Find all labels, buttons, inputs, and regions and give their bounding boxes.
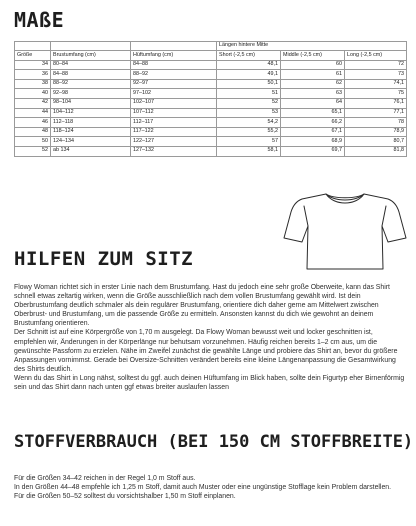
- column-header: Long (-2,5 cm): [345, 51, 407, 61]
- table-cell: 57: [217, 137, 281, 147]
- table-cell: 46: [15, 118, 51, 128]
- table-cell: 80,7: [345, 137, 407, 147]
- table-row: [15, 127, 407, 137]
- table-cell: 48,1: [217, 60, 281, 70]
- table-cell: 38: [15, 79, 51, 89]
- table-row: [15, 146, 407, 156]
- table-cell: 69,7: [281, 146, 345, 156]
- column-header: Hüftumfang (cm): [131, 51, 217, 61]
- table-cell: 73: [345, 70, 407, 80]
- shirt-sketch: [282, 190, 408, 272]
- table-super-header-row: [15, 42, 407, 51]
- table-cell: 58,1: [217, 146, 281, 156]
- table-cell: 118–124: [51, 127, 131, 137]
- table-cell: 92–97: [131, 79, 217, 89]
- table-cell: 67,1: [281, 127, 345, 137]
- table-cell: ab 134: [51, 146, 131, 156]
- table-cell: 112–117: [131, 118, 217, 128]
- table-cell: 98–104: [51, 98, 131, 108]
- table-cell: 55,2: [217, 127, 281, 137]
- table-row: [15, 60, 407, 70]
- table-cell: 63: [281, 89, 345, 99]
- table-cell: 84–88: [51, 70, 131, 80]
- table-row: [15, 98, 407, 108]
- paragraph: Wenn du das Shirt in Long nähst, solltest du ggf. auch deinen Hüftumfang im Blick haben, sollte dein Figurtyp eher Birnenförmig sein und das Shirt dann nach unten ggf etwas breiter auslaufen lassen: [14, 374, 405, 392]
- table-cell: 88–92: [131, 70, 217, 80]
- table-cell: 107–112: [131, 108, 217, 118]
- table-cell: 102–107: [131, 98, 217, 108]
- length-super-header: Längen hintere Mitte: [217, 42, 407, 51]
- table-row: [15, 89, 407, 99]
- table-cell: 97–102: [131, 89, 217, 99]
- table-cell: 44: [15, 108, 51, 118]
- table-cell: 52: [15, 146, 51, 156]
- table-row: [15, 70, 407, 80]
- table-cell: 88–92: [51, 79, 131, 89]
- table-cell: 65,1: [281, 108, 345, 118]
- table-cell: 104–112: [51, 108, 131, 118]
- table-cell: 50: [15, 137, 51, 147]
- table-cell: 81,8: [345, 146, 407, 156]
- table-cell: 50,1: [217, 79, 281, 89]
- fit-help-text: [14, 283, 406, 392]
- table-cell: 34: [15, 60, 51, 70]
- table-row: [15, 137, 407, 147]
- table-cell: 78: [345, 118, 407, 128]
- table-cell: 64: [281, 98, 345, 108]
- table-cell: 78,9: [345, 127, 407, 137]
- table-cell: 42: [15, 98, 51, 108]
- table-cell: 77,1: [345, 108, 407, 118]
- table-cell: 124–134: [51, 137, 131, 147]
- table-cell: 66,2: [281, 118, 345, 128]
- paragraph: Flowy Woman richtet sich in erster Linie nach dem Brustumfang. Hast du jedoch eine sehr große Oberweite, kann das Shirt schnell etwas zeltartig wirken, wenn die Größe ausschließlich nach dem vollen Brustumfang gewählt wird. Ist dein Oberbrustumfang deutlich schmaler als dein regulärer Brustumfang, orientiere dich daher gerne am Mittelwert zwischen Oberbrust- und Brustumfang, um die passende Größe zu ermitteln. Ansonsten kannst du dich wie gewohnt an deinem Brustumfang orientieren.: [14, 284, 390, 328]
- table-cell: 54,2: [217, 118, 281, 128]
- table-row: [15, 108, 407, 118]
- table-cell: 84–88: [131, 60, 217, 70]
- section-title-stoffverbrauch: STOFFVERBRAUCH (BEI 150 CM STOFFBREITE): [14, 432, 414, 452]
- section-title-hilfen: HILFEN ZUM SITZ: [14, 248, 194, 270]
- table-cell: 74,1: [345, 79, 407, 89]
- table-cell: 75: [345, 89, 407, 99]
- table-cell: 62: [281, 79, 345, 89]
- table-cell: 112–118: [51, 118, 131, 128]
- table-cell: 40: [15, 89, 51, 99]
- table-cell: 49,1: [217, 70, 281, 80]
- column-header: Middle (-2,5 cm): [281, 51, 345, 61]
- table-cell: 127–132: [131, 146, 217, 156]
- table-cell: 76,1: [345, 98, 407, 108]
- table-cell: 92–98: [51, 89, 131, 99]
- table-cell: 53: [217, 108, 281, 118]
- table-cell: 36: [15, 70, 51, 80]
- table-cell: 80–84: [51, 60, 131, 70]
- table-cell: 52: [217, 98, 281, 108]
- paragraph: Für die Größen 50–52 solltest du vorsichtshalber 1,50 m Stoff einplanen.: [14, 493, 236, 501]
- table-cell: 72: [345, 60, 407, 70]
- section-title-masse: MAßE: [14, 8, 65, 32]
- table-cell: 48: [15, 127, 51, 137]
- column-header: Brustumfang (cm): [51, 51, 131, 61]
- table-cell: 60: [281, 60, 345, 70]
- table-row: [15, 79, 407, 89]
- paragraph: Der Schnitt ist auf eine Körpergröße von 1,70 m ausgelegt. Da Flowy Woman bewusst weit und locker geschnitten ist, empfehlen wir, Änderungen in der Körperlänge nur behutsam vorzunehmen. Häufig reichen bereits 1–2 cm aus, um die gewünschte Passform zu erzielen. Nähe im Zweifel zunächst die gewählte Länge und probiere das Shirt an, bevor du größere Anpassungen vornimmst. Gerade bei Oversize-Schnitten verändert bereits eine kleine Längenanpassung die Gesamtwirkung des Shirts deutlich.: [14, 329, 398, 373]
- fabric-usage-text: [14, 474, 406, 501]
- table-header-row: [15, 51, 407, 61]
- column-header: Short (-2,5 cm): [217, 51, 281, 61]
- table-row: [15, 118, 407, 128]
- table-cell: 122–127: [131, 137, 217, 147]
- paragraph: Für die Größen 34–42 reichen in der Regel 1,0 m Stoff aus.: [14, 475, 196, 482]
- table-cell: 51: [217, 89, 281, 99]
- column-header: Größe: [15, 51, 51, 61]
- paragraph: In den Größen 44–48 empfehle ich 1,25 m Stoff, damit auch Muster oder eine ungünstige Stofflage kein Problem darstellen.: [14, 484, 392, 492]
- table-cell: 68,9: [281, 137, 345, 147]
- size-table: [14, 41, 407, 157]
- table-cell: 61: [281, 70, 345, 80]
- table-cell: 117–122: [131, 127, 217, 137]
